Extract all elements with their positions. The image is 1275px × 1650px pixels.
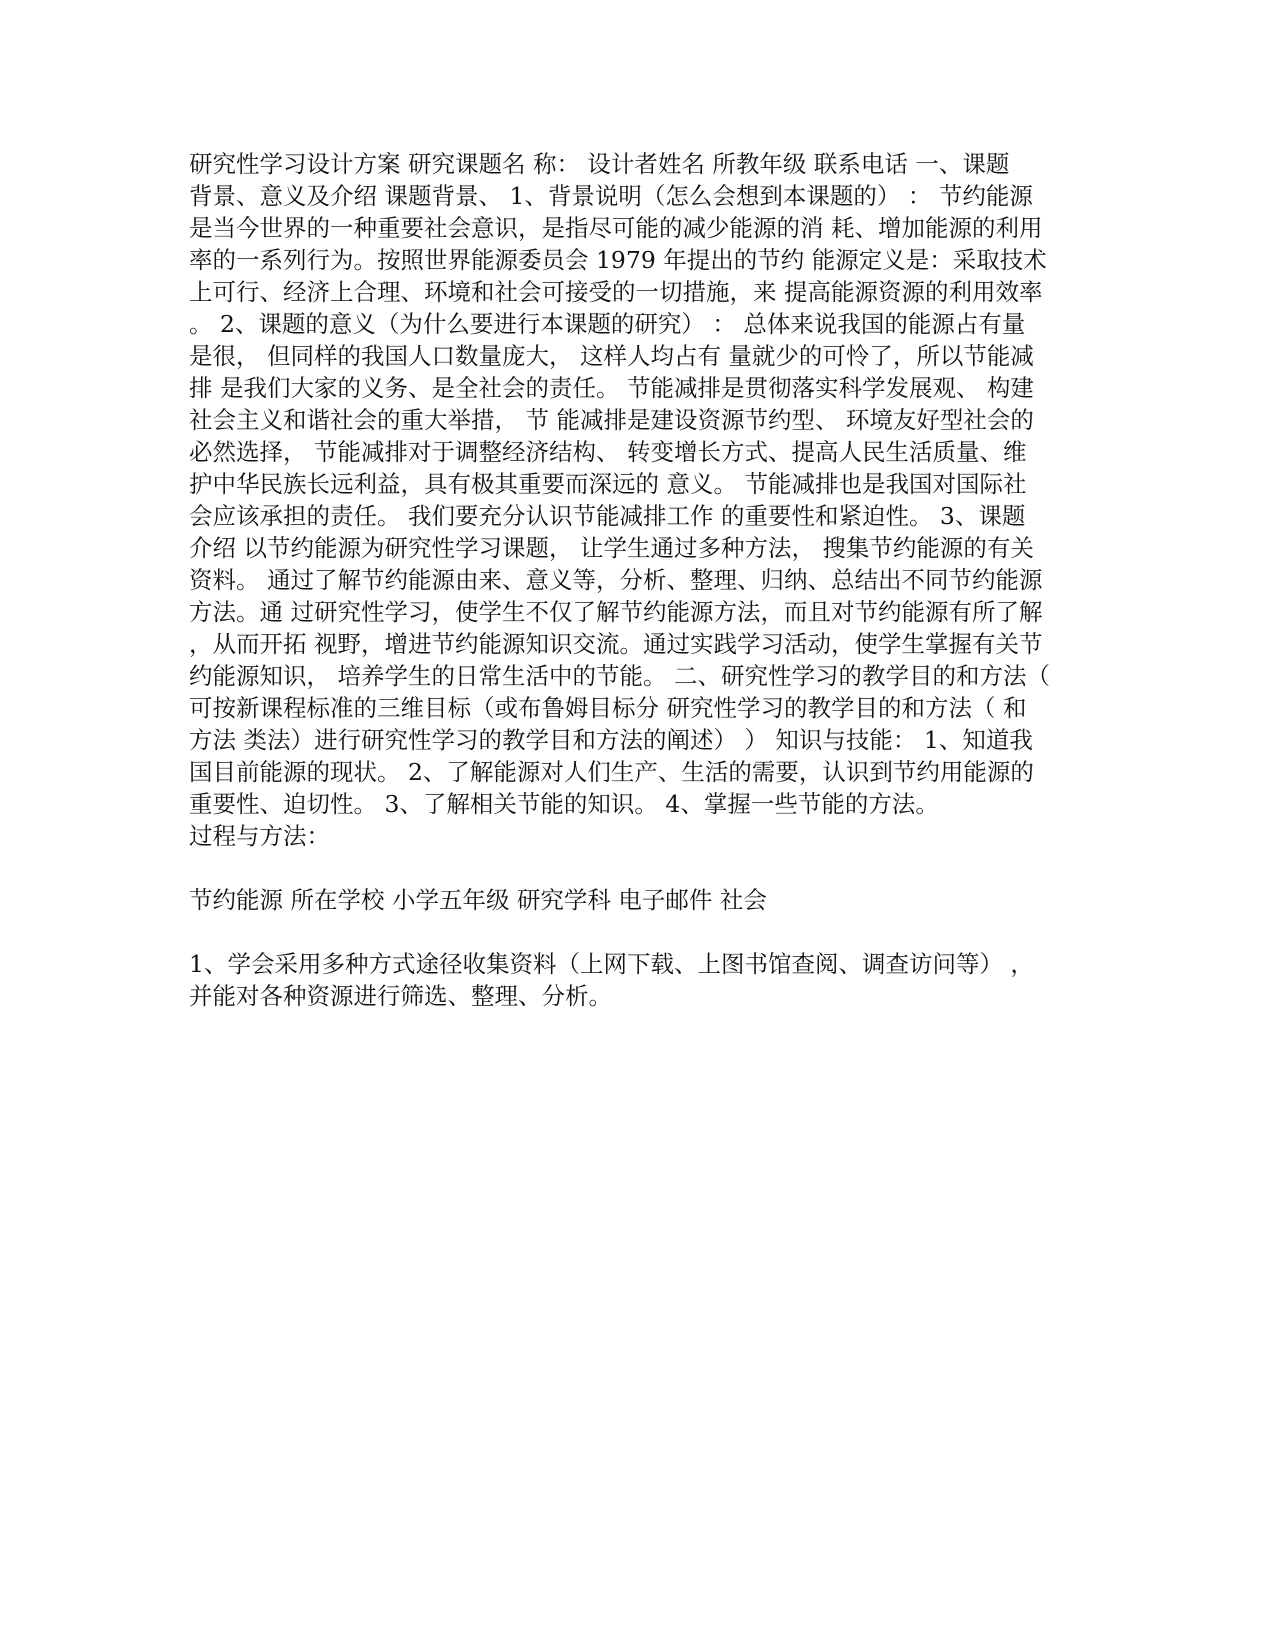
body-text-line: 是当今世界的一种重要社会意识，是指尽可能的减少能源的消 耗、增加能源的利用 (189, 214, 1043, 242)
body-text-line: 护中华民族长远利益，具有极其重要而深远的 意义。 节能减排也是我国对国际社 (189, 470, 1027, 498)
body-text-line: 社会主义和谐社会的重大举措， 节 能减排是建设资源节约型、 环境友好型社会的 (189, 406, 1034, 434)
method-text-line: 1、学会采用多种方式途径收集资料（上网下载、上图书馆查阅、调查访问等） ， (189, 950, 1034, 978)
body-text-line: ，从而开拓 视野，增进节约能源知识交流。通过实践学习活动，使学生掌握有关节 (189, 630, 1043, 658)
info-line: 节约能源 所在学校 小学五年级 研究学科 电子邮件 社会 (189, 886, 767, 914)
body-text-line: 国目前能源的现状。 2、了解能源对人们生产、生活的需要，认识到节约用能源的 (189, 758, 1034, 786)
body-text-line: 背景、意义及介绍 课题背景、 1、背景说明（怎么会想到本课题的） ： 节约能源 (189, 182, 1033, 210)
body-text-line: 会应该承担的责任。 我们要充分认识节能减排工作 的重要性和紧迫性。 3、课题 (189, 502, 1026, 530)
body-text-line: 。 2、课题的意义（为什么要进行本课题的研究） ： 总体来说我国的能源占有量 (189, 310, 1026, 338)
body-text-line: 资料。 通过了解节约能源由来、意义等，分析、整理、归纳、总结出不同节约能源 (189, 566, 1043, 594)
body-text-line: 研究性学习设计方案 研究课题名 称： 设计者姓名 所教年级 联系电话 一、课题 (189, 150, 1010, 178)
body-text-line: 约能源知识， 培养学生的日常生活中的节能。 二、研究性学习的教学目的和方法（ (189, 662, 1050, 690)
body-text-line: 率的一系列行为。按照世界能源委员会 1979 年提出的节约 能源定义是：采取技术 (189, 246, 1047, 274)
body-text-line: 方法 类法）进行研究性学习的教学目和方法的阐述） ） 知识与技能： 1、知道我 (189, 726, 1033, 754)
body-text-line: 上可行、经济上合理、环境和社会可接受的一切措施，来 提高能源资源的利用效率 (189, 278, 1043, 306)
body-text-line: 可按新课程标准的三维目标（或布鲁姆目标分 研究性学习的教学目的和方法（ 和 (189, 694, 1027, 722)
body-text-line: 必然选择， 节能减排对于调整经济结构、 转变增长方式、提高人民生活质量、维 (189, 438, 1027, 466)
section-heading-process-method: 过程与方法： (189, 822, 330, 850)
body-text-line: 重要性、迫切性。 3、了解相关节能的知识。 4、掌握一些节能的方法。 (189, 790, 939, 818)
body-text-line: 是很， 但同样的我国人口数量庞大， 这样人均占有 量就少的可怜了，所以节能减 (189, 342, 1034, 370)
method-text-line: 并能对各种资源进行筛选、整理、分析。 (189, 982, 612, 1010)
body-text-line: 方法。通 过研究性学习，使学生不仅了解节约能源方法，而且对节约能源有所了解 (189, 598, 1043, 626)
body-text-line: 排 是我们大家的义务、是全社会的责任。 节能减排是贯彻落实科学发展观、 构建 (189, 374, 1034, 402)
body-text-line: 介绍 以节约能源为研究性学习课题， 让学生通过多种方法， 搜集节约能源的有关 (189, 534, 1034, 562)
